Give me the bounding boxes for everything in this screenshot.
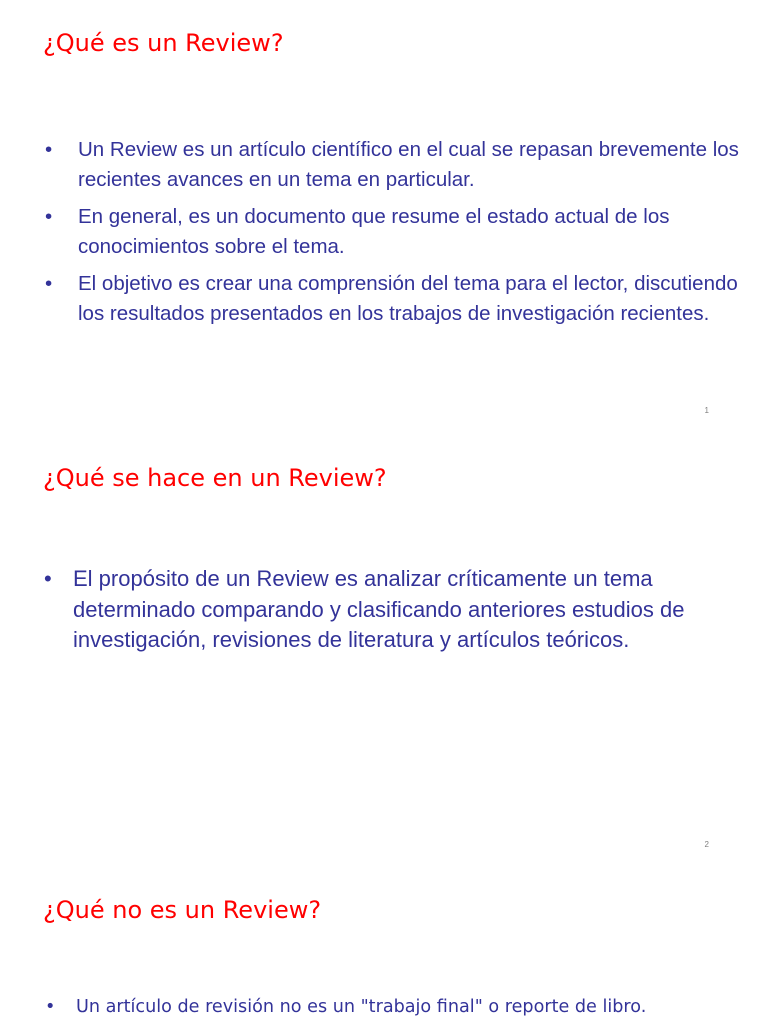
slide-title: ¿Qué no es un Review? (43, 896, 322, 924)
bullet-list (45, 993, 745, 1021)
slide-title: ¿Qué es un Review? (43, 29, 284, 57)
slide-1 (0, 0, 768, 434)
bullet-item (45, 135, 745, 194)
slide-title: ¿Qué se hace en un Review? (43, 464, 387, 492)
bullet-text: El objetivo es crear una comprensión del tema para el lector, discutiendo los resultados presentados en los trabajos de investigación recientes. (78, 272, 738, 325)
bullet-text: Un artículo de revisión no es un "trabajo final" o reporte de libro. (76, 997, 647, 1017)
bullet-item (45, 269, 745, 328)
bullet-dot-icon: • (45, 272, 53, 295)
bullet-item (45, 993, 745, 1021)
page-number: 2 (704, 840, 709, 849)
bullet-list (44, 564, 744, 656)
bullet-dot-icon: • (45, 205, 53, 228)
page-number: 1 (704, 406, 709, 415)
bullet-dot-icon: • (44, 566, 52, 591)
bullet-text: En general, es un documento que resume el estado actual de los conocimientos sobre el tema. (78, 205, 670, 258)
bullet-dot-icon: • (45, 997, 56, 1017)
slide-2 (0, 434, 768, 868)
bullet-item (45, 202, 745, 261)
bullet-text: El propósito de un Review es analizar críticamente un tema determinado comparando y clasificando anteriores estudios de investigación, revisiones de literatura y artículos teóricos. (73, 566, 685, 652)
bullet-item (44, 564, 744, 656)
bullet-list (45, 135, 745, 336)
bullet-text: Un Review es un artículo científico en el cual se repasan brevemente los recientes avances en un tema en particular. (78, 138, 739, 191)
slide-3 (0, 868, 768, 1024)
bullet-dot-icon: • (45, 138, 53, 161)
